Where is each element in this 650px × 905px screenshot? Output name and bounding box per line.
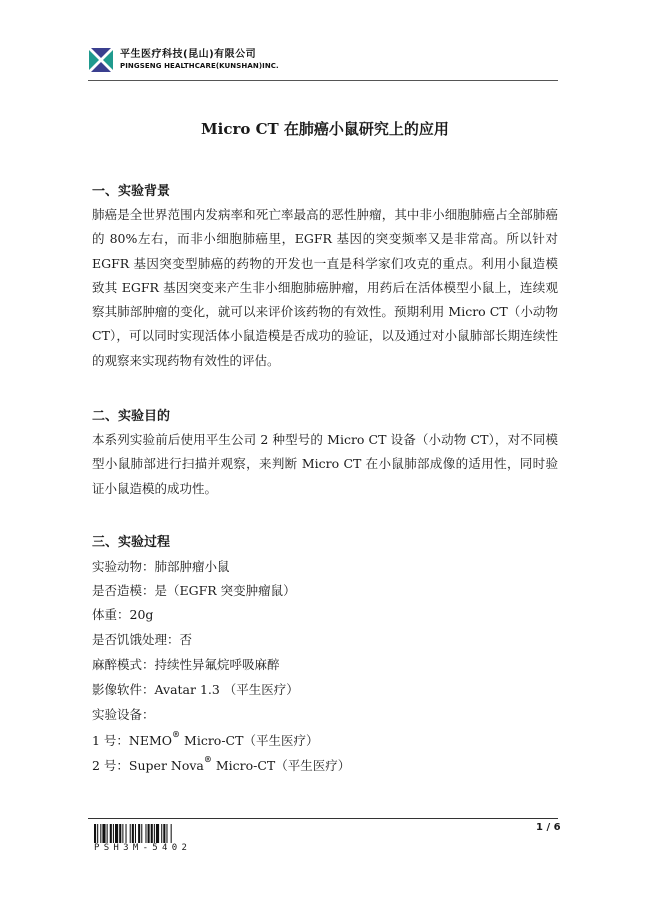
barcode-bar (156, 824, 159, 843)
barcode-bar (148, 824, 150, 843)
footer-divider (88, 818, 558, 819)
device-1-name: 1 号：NEMO (92, 733, 173, 748)
barcode-bar (107, 824, 108, 843)
process-software: 影像软件：Avatar 1.3 （平生医疗） (92, 682, 299, 697)
barcode-icon (94, 824, 214, 843)
process-model: 是否造模：是（EGFR 突变肿瘤鼠） (92, 583, 296, 598)
barcode-bar (163, 824, 165, 843)
barcode-bar (100, 824, 101, 843)
barcode-bar (119, 824, 121, 843)
registered-mark: ® (203, 754, 212, 764)
barcode-bar (132, 824, 134, 843)
barcode-bar (126, 824, 127, 843)
document-title: Micro CT 在肺癌小鼠研究上的应用 (201, 120, 449, 138)
pingseng-logo-icon (88, 47, 114, 73)
barcode-bar (97, 824, 98, 843)
barcode-bar (138, 824, 140, 843)
process-anesthesia: 麻醉模式：持续性异氟烷呼吸麻醉 (92, 657, 280, 672)
section-heading-purpose: 二、实验目的 (92, 409, 171, 424)
registered-mark: ® (172, 729, 181, 739)
barcode-bar (94, 824, 96, 843)
barcode-bar (141, 824, 142, 843)
process-device-1 (92, 731, 318, 749)
barcode-bar (161, 824, 162, 843)
barcode-bar (110, 824, 112, 843)
process-fasting: 是否饥饿处理：否 (92, 632, 193, 647)
barcode-text: PSH3M-5402 (94, 843, 192, 853)
barcode-bar (171, 824, 172, 843)
page-number: 1 / 6 (536, 822, 561, 833)
section-heading-process: 三、实验过程 (92, 535, 171, 550)
company-name (120, 50, 279, 70)
barcode-bar (151, 824, 153, 843)
company-name-cn: 平生医疗科技(昆山)有限公司 (120, 49, 257, 60)
process-device-2 (92, 756, 350, 774)
barcode-bar (135, 824, 136, 843)
device-2-type: Micro-CT（平生医疗） (211, 758, 351, 773)
process-equipment-label: 实验设备： (92, 707, 155, 722)
section-text-purpose: 本系列实验前后使用平生公司 2 种型号的 Micro CT 设备（小动物 CT），对不同模型小鼠肺部进行扫描并观察，来判断 Micro CT 在小鼠肺部成像的适用性，同时验证小鼠造模的成功性。 (92, 432, 558, 496)
barcode-bar (113, 824, 114, 843)
section-text-background: 肺癌是全世界范围内发病率和死亡率最高的恶性肿瘤，其中非小细胞肺癌占全部肺癌的 80%左右，而非小细胞肺癌里，EGFR 基因的突变频率又是非常高。所以针对 EGFR 基因突变型肺癌的药物的开发也一直是科学家们攻克的重点。利用小鼠造模致其 EGFR 基因突变来产生非小细胞肺癌肿瘤，用药后在活体模型小鼠上，连续观察其肺部肿瘤的变化，就可以来评价该药物的有效性。预期利用 Micro CT（小动物 CT），可以同时实现活体小鼠造模是否成功的验证，以及通过对小鼠肺部长期连续性的观察来实现药物有效性的评估。 (92, 207, 558, 368)
barcode-bar (130, 824, 131, 843)
barcode-bar (122, 824, 123, 843)
barcode-bar (154, 824, 155, 843)
barcode-bar (145, 824, 146, 843)
device-2-name: 2 号：Super Nova (92, 758, 204, 773)
header-divider (88, 80, 558, 81)
section-heading-background: 一、实验背景 (92, 184, 171, 199)
barcode-bar (115, 824, 118, 843)
barcode-bar (166, 824, 167, 843)
barcode-bar (102, 824, 105, 843)
process-animal: 实验动物：肺部肿瘤小鼠 (92, 559, 230, 574)
device-1-type: Micro-CT（平生医疗） (180, 733, 319, 748)
document-header (88, 44, 279, 76)
process-weight: 体重：20g (92, 607, 154, 622)
company-name-en: PINGSENG HEALTHCARE(KUNSHAN)INC. (120, 62, 279, 70)
